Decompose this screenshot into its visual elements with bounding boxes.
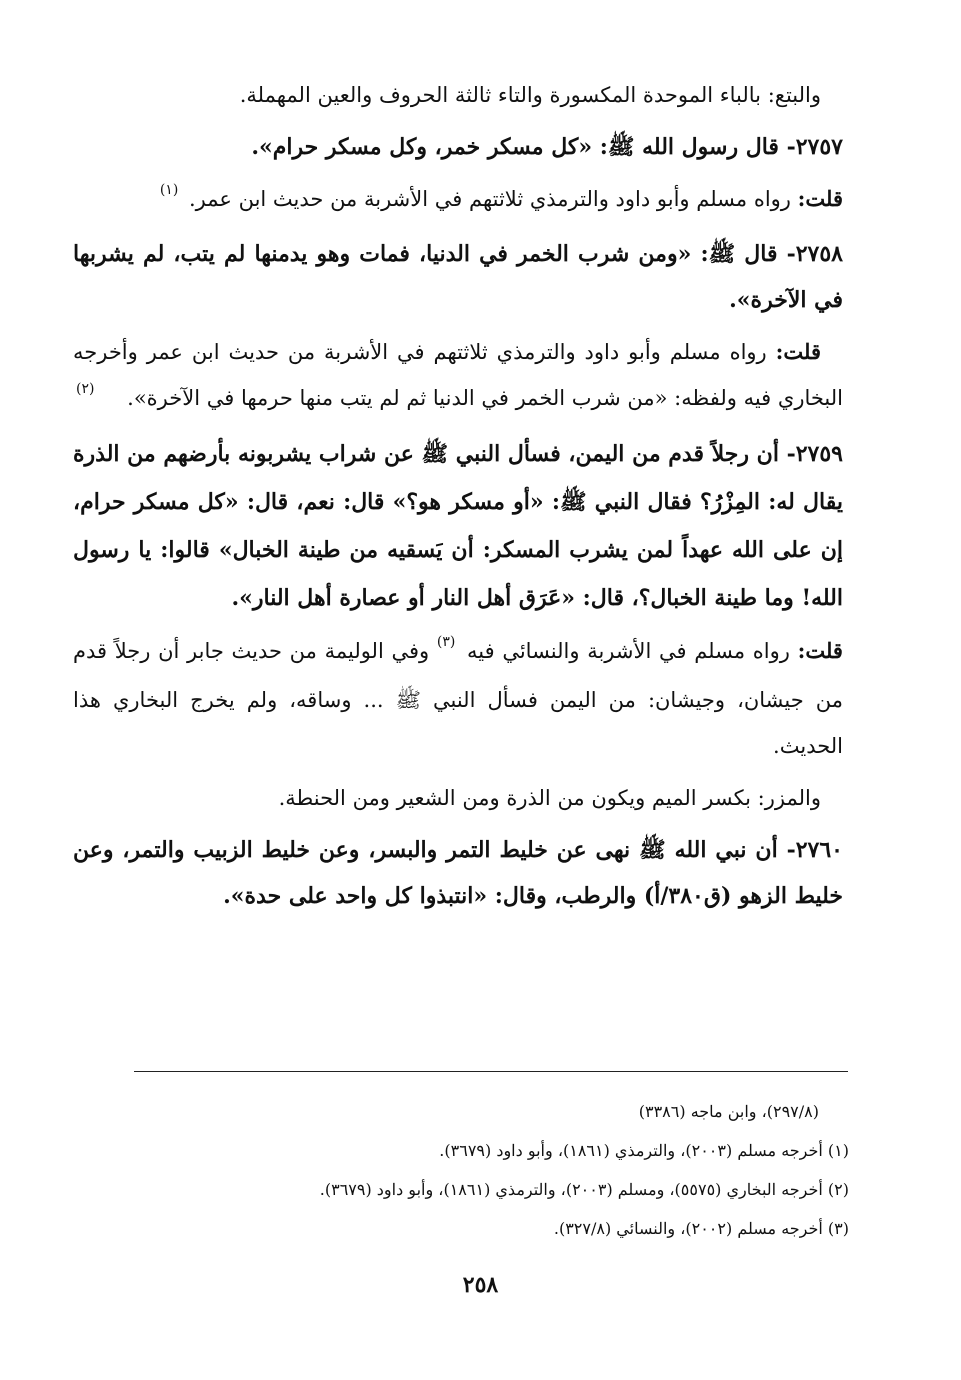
hadith-2759 (73, 430, 843, 622)
commentary-2757 (73, 176, 843, 225)
commentary-label: قلت: (797, 186, 843, 211)
hadith-text: ٢٧٥٨- قال ﷺ: «ومن شرب الخمر في الدنيا، فمات وهو يدمنها لم يتب، لم يشربها في الآخرة». (73, 241, 843, 313)
commentary-2758 (73, 329, 843, 424)
commentary-label: قلت: (797, 638, 843, 663)
commentary-text: رواه مسلم وأبو داود والترمذي ثلاثتهم في الأشربة من حديث ابن عمر. (188, 187, 791, 211)
paragraph-definition-bit (73, 72, 843, 118)
hadith-text: ٢٧٦٠- أن نبي الله ﷺ نهى عن خليط التمر والبسر، وعن خليط الزبيب والتمر، وعن خليط الزهو (ق٣٨٠/أ) والرطب، وقال: «انتبذوا كل واحد على حدة». (73, 837, 843, 909)
hadith-2757 (73, 124, 843, 170)
hadith-2758 (73, 231, 843, 323)
commentary-text: رواه مسلم وأبو داود والترمذي ثلاثتهم في الأشربة من حديث ابن عمر وأخرجه البخاري فيه ولفظه: «من شرب الخمر في الدنيا ثم لم يتب منها حرمها في الآخرة». (73, 340, 843, 410)
commentary-text: رواه مسلم في الأشربة والنسائي فيه (467, 639, 790, 663)
footnote-2: (٢) أخرجه البخاري (٥٥٧٥)، ومسلم (٢٠٠٣)، والترمذي (١٨٦١)، وأبو داود (٣٦٧٩). (319, 1180, 849, 1199)
footnotes (109, 1092, 849, 1248)
footnote-divider (134, 1071, 848, 1072)
footnote-marker-1: (١) (159, 182, 179, 198)
footnote-marker-2: (٢) (75, 381, 95, 397)
footnote-marker-3: (٣) (436, 634, 456, 650)
commentary-2759 (73, 628, 843, 769)
footnote-3: (٣) أخرجه مسلم (٢٠٠٢)، والنسائي (٣٢٧/٨). (553, 1219, 849, 1238)
hadith-text: ٢٧٥٧- قال رسول الله ﷺ: «كل مسكر خمر، وكل مسكر حرام». (251, 134, 843, 160)
hadith-2760 (73, 827, 843, 919)
page-number: ٢٥٨ (462, 1272, 499, 1298)
footnote-continued: (٢٩٧/٨)، وابن ماجه (٣٣٨٦) (638, 1102, 819, 1121)
paragraph-text: والمزر: بكسر الميم ويكون من الذرة ومن الشعير ومن الحنطة. (278, 786, 821, 810)
commentary-label: قلت: (775, 339, 821, 364)
paragraph-definition-mizr (73, 775, 843, 821)
paragraph-text: والبتع: بالباء الموحدة المكسورة والتاء ثالثة الحروف والعين المهملة. (239, 83, 821, 107)
footnote-1: (١) أخرجه مسلم (٢٠٠٣)، والترمذي (١٨٦١)، وأبو داود (٣٦٧٩). (439, 1141, 849, 1160)
main-text (73, 72, 843, 925)
commentary-text-continued: وفي الوليمة من حديث جابر أن رجلاً قدم من جيشان، وجيشان: من اليمن فسأل النبي ﷺ ... وساقه، ولم يخرج البخاري هذا الحديث. (73, 639, 844, 758)
hadith-text: ٢٧٥٩- أن رجلاً قدم من اليمن، فسأل النبي ﷺ عن شراب يشربونه بأرضهم من الذرة يقال له: المِزْرُ؟ فقال النبي ﷺ: «أو مسكر هو؟» قال: نعم، قال: «كل مسكر حرام، إن على الله عهداً لمن يشرب المسكر: أن يَسقيه من طينة الخبال» قالوا: يا رسول الله! وما طينة الخبال؟، قال: «عَرَق أهل النار أو عصارة أهل النار». (73, 441, 843, 611)
